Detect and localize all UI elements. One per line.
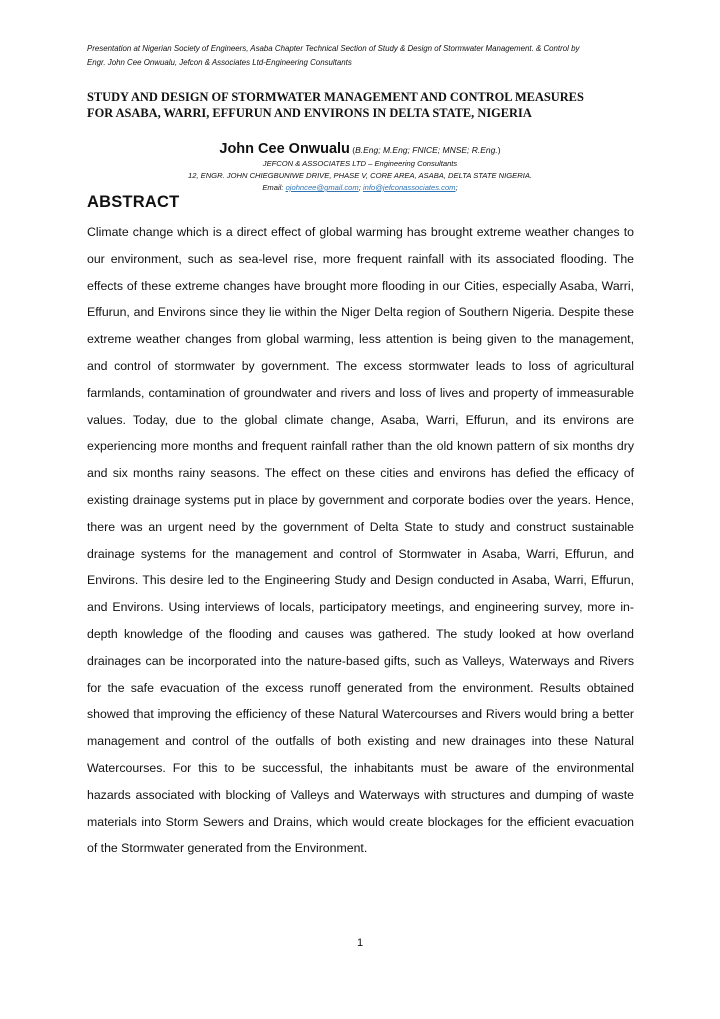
author-name: John Cee Onwualu (219, 141, 350, 157)
email-end: ; (455, 183, 458, 192)
running-header (87, 42, 647, 70)
title-line-1: STUDY AND DESIGN OF STORMWATER MANAGEMENT AND CONTROL MEASURES (87, 90, 584, 104)
author-credentials: B.Eng; M.Eng; FNICE; MNSE; R.Eng. (355, 145, 498, 155)
credentials-open: ( (349, 145, 356, 155)
page-number: 1 (356, 937, 364, 949)
email-separator: ; (358, 183, 363, 192)
company-address: 12, ENGR. JOHN CHIEGBUNIWE DRIVE, PHASE V, CORE AREA, ASABA, DELTA STATE NIGERIA. (187, 171, 533, 180)
author-line (0, 140, 720, 158)
header-line-1: Presentation at Nigerian Society of Engineers, Asaba Chapter Technical Section of Study & Design of Stormwater Management. & Control by (87, 44, 580, 53)
abstract-heading: ABSTRACT (87, 193, 180, 211)
paper-title (87, 89, 647, 121)
abstract-body: Climate change which is a direct effect of global warming has brought extreme weather changes to our environment, such as sea-level rise, more frequent rainfall with its associated flooding. The effects of these extreme changes have brought more flooding in our Cities, especially Asaba, Warri, Effurun, and Environs since they lie within the Niger Delta region of Southern Nigeria. Despite these extreme weather changes from global warming, less attention is being given to the management, and control of stormwater by government. The excess stormwater leads to loss of agricultural farmlands, contamination of groundwater and rivers and loss of lives and property of immeasurable values. Today, due to the global climate change, Asaba, Warri, Effurun, and its environs are experiencing more months and frequent rainfall rather than the old known pattern of six months dry and six months rainy seasons. The effect on these cities and environs has defied the efficacy of existing drainage systems put in place by government and corporate bodies over the years. Hence, there was an urgent need by the government of Delta State to study and construct sustainable drainage systems for the management and control of Stormwater in Asaba, Warri, Effurun, and Environs. This desire led to the Engineering Study and Design conducted in Asaba, Warri, Effurun, and Environs. Using interviews of locals, participatory meetings, and engineering survey, more in-depth knowledge of the flooding and causes was gathered. The study looked at how overland drainages can be incorporated into the nature-based gifts, such as Valleys, Waterways and Rivers for the safe evacuation of the excess runoff generated from the environment. Results obtained showed that improving the efficiency of these Natural Watercourses and Rivers would bring a better management and control of the outfalls of both existing and new drainages into these Natural Watercourses. For this to be successful, the inhabitants must be aware of the environmental hazards associated with blocking of Valleys and Waterways with structures and dumping of waste materials into Storm Sewers and Drains, which would create blockages for the efficient evacuation of the Stormwater generated from the Environment. (87, 225, 634, 856)
company-name: JEFCON & ASSOCIATES LTD – Engineering Consultants (262, 159, 458, 168)
credentials-close: ) (497, 145, 501, 155)
email-link-1[interactable]: ojohncee@gmail.com (285, 183, 359, 192)
author-credentials-wrap (350, 145, 501, 155)
title-line-2: FOR ASABA, WARRI, EFFURUN AND ENVIRONS IN DELTA STATE, NIGERIA (87, 106, 532, 120)
email-link-2[interactable]: info@jefconassociates.com (362, 183, 456, 192)
email-label: Email: (262, 183, 286, 192)
header-line-2: Engr. John Cee Onwualu, Jefcon & Associates Ltd-Engineering Consultants (87, 58, 352, 67)
